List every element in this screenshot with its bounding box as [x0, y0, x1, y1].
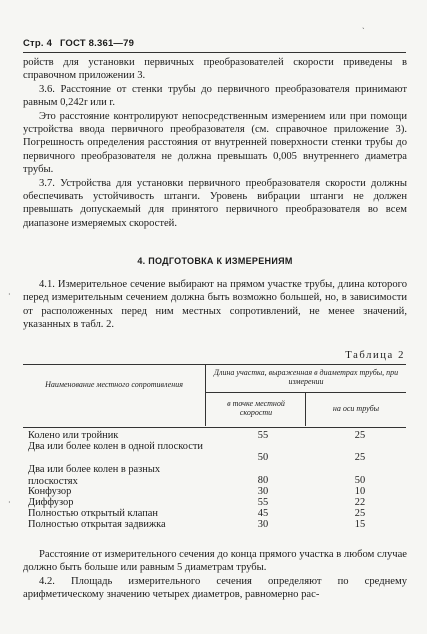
scan-speck: · — [8, 290, 11, 299]
table-header-col2: на оси трубы — [332, 404, 380, 413]
row-name: Два или более колен в разных плоскостях — [28, 464, 161, 487]
section-title: 4. ПОДГОТОВКА К ИЗМЕРЕНИЯМ — [137, 256, 293, 266]
scan-speck: ˏ — [362, 20, 365, 29]
row-value-point: 55 — [257, 430, 269, 441]
paragraph-after-table: Расстояние от измерительного сечения до конца прямого участка в любом случае должно быть больше или равным 5 диаметрам трубы. — [23, 549, 407, 574]
row-name: Диффузор — [28, 497, 74, 508]
scan-speck: · — [8, 498, 11, 507]
row-value-point: 30 — [257, 486, 269, 497]
row-value-axis: 22 — [354, 497, 366, 508]
row-value-axis: 25 — [354, 430, 366, 441]
header-rule — [23, 52, 406, 53]
paragraph-3-6: 3.6. Расстояние от стенки трубы до первичного преобразователя принимают равным 0,242r или r. — [23, 83, 407, 109]
row-value-axis: 50 — [354, 475, 366, 486]
row-value-axis: 10 — [354, 486, 366, 497]
row-name: Колено или тройник — [28, 430, 119, 441]
row-value-axis: 25 — [354, 452, 366, 463]
row-value-point: 45 — [257, 508, 269, 519]
table-header-name: Наименование местного сопротивления — [45, 380, 183, 389]
table-divider-sub — [305, 392, 306, 426]
row-value-point: 30 — [257, 519, 269, 530]
text-block-bottom — [23, 548, 407, 602]
row-value-axis: 25 — [354, 508, 366, 519]
row-value-point: 80 — [257, 475, 269, 486]
table-header-group: Длина участка, выраженная в диаметрах трубы, при измерении — [213, 368, 399, 387]
row-name: Полностью открытый клапан — [28, 508, 158, 519]
row-value-point: 50 — [257, 452, 269, 463]
paragraph-3-7: 3.7. Устройства для установки первичного преобразователя скорости должны обеспечивать устойчивость штанги. Уровень вибрации штанги не должен превышать допускаемый для принятого первичного преобразователя во всем диапазоне измеряемых скоростей. — [23, 177, 407, 229]
row-name: Два или более колен в одной плоскости — [28, 441, 203, 452]
page-header — [23, 38, 139, 49]
paragraph-4-1: 4.1. Измерительное сечение выбирают на прямом участке трубы, длина которого перед измерительным сечением должна быть возможно большей, но, в зависимости от расположенных перед ним местных сопротивлений, не менее значений, указанных в табл. 2. — [23, 279, 407, 331]
page-number: Стр. 4 — [23, 38, 53, 49]
row-value-axis: 15 — [354, 519, 366, 530]
table-divider-main — [205, 364, 206, 426]
paragraph-intro: ройств для установки первичных преобразователей скорости приведены в справочном приложении 3. — [23, 57, 407, 82]
text-block-4-1 — [23, 278, 407, 332]
text-block-top — [23, 56, 407, 230]
paragraph-4-2: 4.2. Площадь измерительного сечения определяют по среднему арифметическому значению четырех диаметров, равномерно рас- — [23, 575, 407, 601]
table-header-col1: в точке местной скорости — [227, 399, 285, 418]
table-caption: Таблица 2 — [345, 350, 405, 361]
row-name: Конфузор — [28, 486, 72, 497]
row-name: Полностью открытая задвижка — [28, 519, 166, 530]
paragraph-control: Это расстояние контролируют непосредственным измерением или при помощи устройства ввода первичного преобразователя (см. справочное приложение 3). Погрешность определения расстояния от внутренней поверхности стенки трубы до первичного преобразователя не должна превышать 0,005 внутреннего диаметра трубы. — [23, 110, 407, 176]
standard-code: ГОСТ 8.361—79 — [59, 38, 135, 49]
row-value-point: 55 — [257, 497, 269, 508]
table-subheader-rule — [205, 392, 406, 393]
